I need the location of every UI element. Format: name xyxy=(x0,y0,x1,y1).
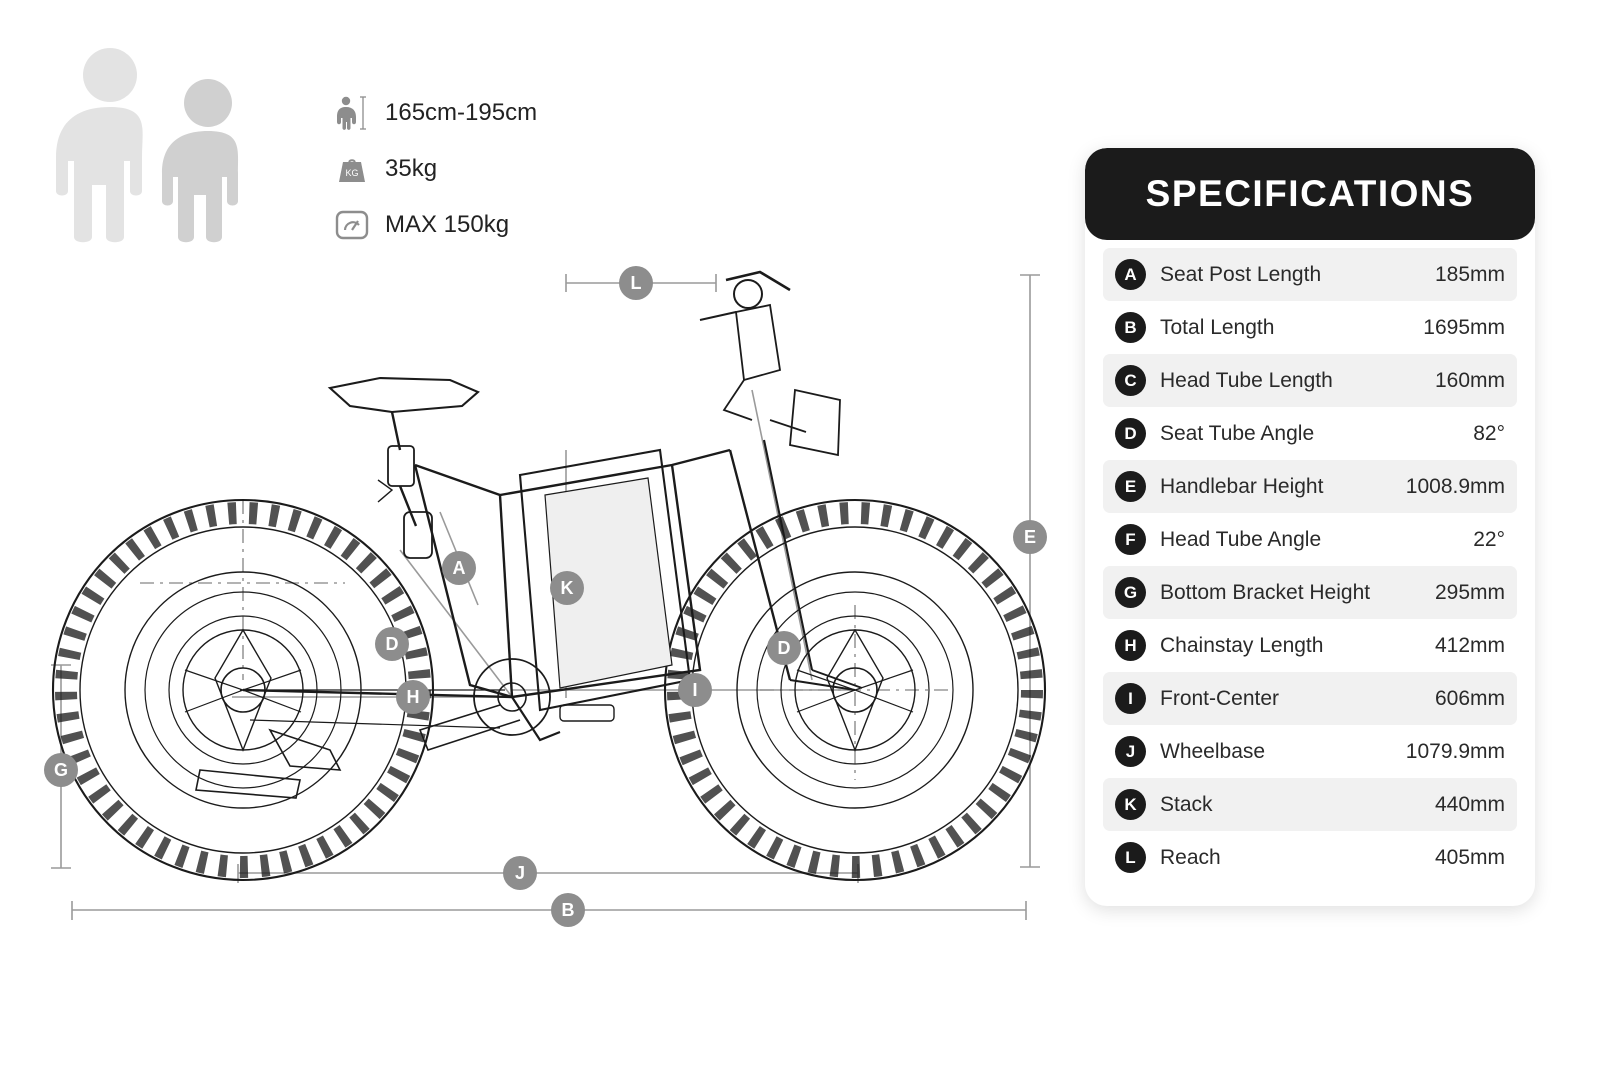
svg-text:KG: KG xyxy=(345,168,359,178)
rider-silhouettes xyxy=(48,45,288,245)
max-load-gauge-icon xyxy=(335,208,369,242)
spec-row-handlebar-height xyxy=(1103,460,1517,513)
spec-value-C: 160mm xyxy=(1434,368,1505,392)
callout-badge-D-seat: D xyxy=(375,627,409,661)
spec-name-E: Handlebar Height xyxy=(1160,474,1324,498)
dimension-lines xyxy=(51,274,1040,920)
bike-outline xyxy=(53,272,1045,880)
callout-badge-H: H xyxy=(396,680,430,714)
spec-letter-F: F xyxy=(1115,524,1146,555)
spec-name-F: Head Tube Angle xyxy=(1160,527,1322,551)
callout-badge-A: A xyxy=(442,551,476,585)
spec-letter-I: I xyxy=(1115,683,1146,714)
bike-geometry-diagram xyxy=(0,250,1080,950)
spec-value-A: 185mm xyxy=(1434,262,1505,286)
bike-weight-icon xyxy=(335,152,369,186)
spec-letter-L: L xyxy=(1115,842,1146,873)
spec-name-H: Chainstay Length xyxy=(1160,633,1324,657)
callout-badge-D-head: D xyxy=(767,631,801,665)
spec-name-K: Stack xyxy=(1160,792,1213,816)
spec-letter-A: A xyxy=(1115,259,1146,290)
callout-badge-B: B xyxy=(551,893,585,927)
callout-badge-G: G xyxy=(44,753,78,787)
spec-value-L: 405mm xyxy=(1434,845,1505,869)
spec-row-front-center xyxy=(1103,672,1517,725)
spec-value-F: 22° xyxy=(1473,527,1505,551)
spec-letter-H: H xyxy=(1115,630,1146,661)
max-load-label: MAX 150kg xyxy=(385,211,510,238)
spec-name-I: Front-Center xyxy=(1160,686,1280,710)
spec-value-B: 1695mm xyxy=(1423,315,1505,339)
spec-letter-G: G xyxy=(1115,577,1146,608)
spec-row-total-length xyxy=(1103,301,1517,354)
rider-height-row xyxy=(335,85,755,141)
spec-row-seat-post-length xyxy=(1103,248,1517,301)
bike-weight-label: 35kg xyxy=(385,155,438,182)
spec-row-stack xyxy=(1103,778,1517,831)
spec-name-J: Wheelbase xyxy=(1160,739,1266,763)
spec-row-wheelbase xyxy=(1103,725,1517,778)
spec-letter-B: B xyxy=(1115,312,1146,343)
spec-name-D: Seat Tube Angle xyxy=(1160,421,1315,445)
rider-silhouette-svg xyxy=(48,45,288,245)
spec-name-C: Head Tube Length xyxy=(1160,368,1333,392)
spec-value-K: 440mm xyxy=(1434,792,1505,816)
specifications-list xyxy=(1085,240,1535,884)
spec-value-G: 295mm xyxy=(1434,580,1505,604)
spec-row-bottom-bracket-height xyxy=(1103,566,1517,619)
rider-spec-list xyxy=(335,85,755,253)
spec-name-G: Bottom Bracket Height xyxy=(1160,580,1371,604)
rider-height-icon xyxy=(335,96,369,130)
spec-value-H: 412mm xyxy=(1434,633,1505,657)
spec-row-head-tube-angle xyxy=(1103,513,1517,566)
callout-badge-L: L xyxy=(619,266,653,300)
spec-name-A: Seat Post Length xyxy=(1160,262,1322,286)
short-person-icon xyxy=(162,79,238,242)
spec-letter-E: E xyxy=(1115,471,1146,502)
callout-badge-K: K xyxy=(550,571,584,605)
spec-letter-J: J xyxy=(1115,736,1146,767)
spec-letter-D: D xyxy=(1115,418,1146,449)
specifications-title: SPECIFICATIONS xyxy=(1085,148,1535,240)
spec-value-E: 1008.9mm xyxy=(1405,474,1505,498)
spec-value-J: 1079.9mm xyxy=(1405,739,1505,763)
specifications-card xyxy=(1085,148,1535,906)
spec-row-head-tube-length xyxy=(1103,354,1517,407)
callout-badge-E: E xyxy=(1013,520,1047,554)
rider-height-label: 165cm-195cm xyxy=(385,99,538,126)
spec-value-D: 82° xyxy=(1473,421,1505,445)
spec-row-chainstay-length xyxy=(1103,619,1517,672)
callout-badge-J: J xyxy=(503,856,537,890)
spec-letter-K: K xyxy=(1115,789,1146,820)
spec-value-I: 606mm xyxy=(1434,686,1505,710)
spec-row-seat-tube-angle xyxy=(1103,407,1517,460)
bike-diagram-svg xyxy=(0,250,1080,950)
spec-row-reach xyxy=(1103,831,1517,884)
max-load-row xyxy=(335,197,755,253)
spec-name-B: Total Length xyxy=(1160,315,1275,339)
callout-badge-I: I xyxy=(678,673,712,707)
spec-letter-C: C xyxy=(1115,365,1146,396)
bike-weight-row xyxy=(335,141,755,197)
tall-person-icon xyxy=(56,48,143,242)
spec-name-L: Reach xyxy=(1160,845,1221,869)
